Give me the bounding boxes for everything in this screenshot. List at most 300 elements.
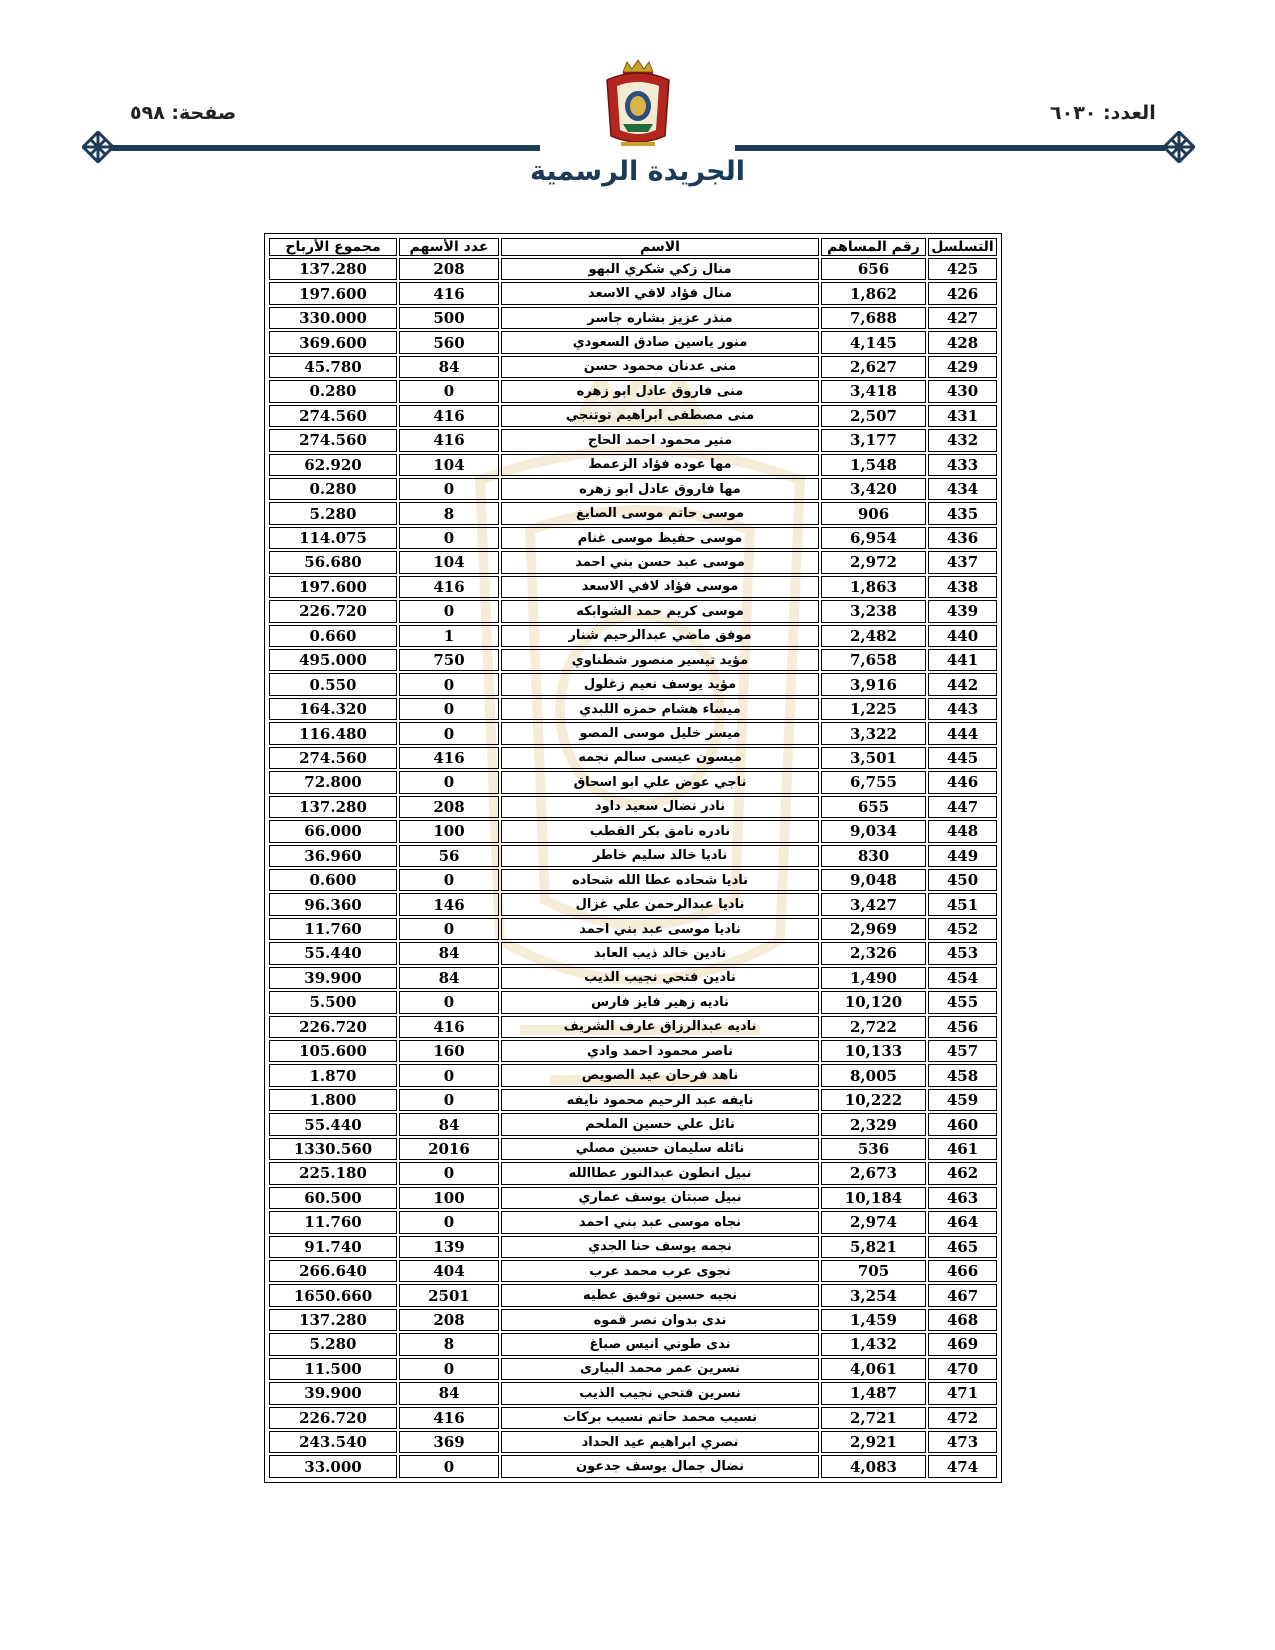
total-profits-cell: 1.800 <box>269 1089 397 1111</box>
name-cell: ندى بدوان نصر قموه <box>501 1309 819 1331</box>
serial-cell: 461 <box>928 1138 997 1160</box>
shareholder-number-cell: 2,329 <box>821 1113 926 1135</box>
shareholder-number-cell: 2,673 <box>821 1162 926 1184</box>
total-profits-cell: 164.320 <box>269 698 397 720</box>
name-cell: منال زكي شكري البهو <box>501 258 819 280</box>
name-cell: منى مصطفى ابراهيم توتنجي <box>501 405 819 427</box>
total-profits-cell: 5.280 <box>269 1333 397 1355</box>
table-header-row <box>269 238 997 256</box>
name-cell: ناهد فرحان عيد الصويص <box>501 1064 819 1086</box>
total-profits-cell: 91.740 <box>269 1236 397 1258</box>
total-profits-cell: 274.560 <box>269 405 397 427</box>
name-cell: موسى فؤاد لافي الاسعد <box>501 576 819 598</box>
header-rule-left <box>110 145 540 151</box>
shares-count-cell: 100 <box>399 820 499 842</box>
table-row <box>269 282 997 304</box>
shareholder-number-cell: 906 <box>821 502 926 524</box>
total-profits-cell: 45.780 <box>269 356 397 378</box>
shareholder-number-cell: 2,722 <box>821 1016 926 1038</box>
total-profits-cell: 33.000 <box>269 1455 397 1478</box>
serial-cell: 428 <box>928 331 997 353</box>
serial-cell: 446 <box>928 771 997 793</box>
shares-count-cell: 0 <box>399 869 499 891</box>
table-row <box>269 649 997 671</box>
total-profits-cell: 226.720 <box>269 1407 397 1429</box>
total-profits-cell: 60.500 <box>269 1187 397 1209</box>
serial-cell: 442 <box>928 673 997 695</box>
issue-number: العدد: ٦٠٣٠ <box>1050 102 1156 124</box>
name-cell: ناديا عبدالرحمن علي غزال <box>501 893 819 915</box>
shares-count-cell: 416 <box>399 282 499 304</box>
serial-cell: 454 <box>928 967 997 989</box>
name-cell: ميسون عيسى سالم نجمه <box>501 747 819 769</box>
total-profits-cell: 274.560 <box>269 747 397 769</box>
table-row <box>269 625 997 647</box>
total-profits-cell: 11.760 <box>269 1211 397 1233</box>
name-cell: نسرين فتحي نجيب الذيب <box>501 1382 819 1404</box>
serial-cell: 433 <box>928 454 997 476</box>
table-row <box>269 1187 997 1209</box>
total-profits-cell: 266.640 <box>269 1260 397 1282</box>
shareholder-number-cell: 2,969 <box>821 918 926 940</box>
shares-count-cell: 0 <box>399 1064 499 1086</box>
serial-cell: 469 <box>928 1333 997 1355</box>
serial-cell: 452 <box>928 918 997 940</box>
shares-count-cell: 560 <box>399 331 499 353</box>
shares-count-cell: 750 <box>399 649 499 671</box>
name-cell: ندى طوني انيس صباغ <box>501 1333 819 1355</box>
name-cell: ناديا موسى عبد بني احمد <box>501 918 819 940</box>
name-cell: موسى حاتم موسى الصايغ <box>501 502 819 524</box>
shareholder-number-cell: 2,507 <box>821 405 926 427</box>
total-profits-cell: 66.000 <box>269 820 397 842</box>
table-row <box>269 405 997 427</box>
shares-count-cell: 416 <box>399 747 499 769</box>
total-profits-cell: 114.075 <box>269 527 397 549</box>
shareholder-number-cell: 10,133 <box>821 1040 926 1062</box>
knot-ornament-icon <box>1163 131 1195 163</box>
shareholder-number-cell: 1,548 <box>821 454 926 476</box>
serial-cell: 425 <box>928 258 997 280</box>
shares-count-cell: 2501 <box>399 1284 499 1306</box>
total-profits-cell: 116.480 <box>269 722 397 744</box>
total-profits-cell: 330.000 <box>269 307 397 329</box>
table-row <box>269 331 997 353</box>
table-row <box>269 429 997 451</box>
shareholder-number-cell: 2,721 <box>821 1407 926 1429</box>
table-row <box>269 551 997 573</box>
total-profits-cell: 495.000 <box>269 649 397 671</box>
serial-cell: 453 <box>928 942 997 964</box>
serial-cell: 443 <box>928 698 997 720</box>
name-cell: مؤيد يوسف نعيم زغلول <box>501 673 819 695</box>
shares-count-cell: 0 <box>399 1358 499 1380</box>
total-profits-cell: 0.280 <box>269 380 397 402</box>
shares-count-cell: 100 <box>399 1187 499 1209</box>
total-profits-cell: 1.870 <box>269 1064 397 1086</box>
shares-count-cell: 84 <box>399 1113 499 1135</box>
shareholder-number-cell: 4,083 <box>821 1455 926 1478</box>
total-profits-cell: 62.920 <box>269 454 397 476</box>
knot-ornament-icon <box>82 131 114 163</box>
total-profits-cell: 226.720 <box>269 600 397 622</box>
total-profits-cell: 369.600 <box>269 331 397 353</box>
table-row <box>269 991 997 1013</box>
serial-cell: 436 <box>928 527 997 549</box>
serial-cell: 460 <box>928 1113 997 1135</box>
total-profits-cell: 39.900 <box>269 967 397 989</box>
name-cell: نادر نضال سعيد داود <box>501 796 819 818</box>
table-row <box>269 869 997 891</box>
name-cell: نبيل صبتان يوسف عماري <box>501 1187 819 1209</box>
shareholder-number-cell: 2,627 <box>821 356 926 378</box>
name-cell: نادره نامق بكر القطب <box>501 820 819 842</box>
table-row <box>269 1333 997 1355</box>
shares-count-cell: 416 <box>399 429 499 451</box>
header-serial: التسلسل <box>928 238 997 256</box>
header-name: الاسم <box>501 238 819 256</box>
serial-cell: 471 <box>928 1382 997 1404</box>
table-row <box>269 1064 997 1086</box>
shareholder-number-cell: 7,658 <box>821 649 926 671</box>
name-cell: مها فاروق عادل ابو زهره <box>501 478 819 500</box>
shareholder-number-cell: 10,120 <box>821 991 926 1013</box>
table-row <box>269 380 997 402</box>
table-row <box>269 1016 997 1038</box>
shares-count-cell: 84 <box>399 967 499 989</box>
serial-cell: 426 <box>928 282 997 304</box>
total-profits-cell: 96.360 <box>269 893 397 915</box>
name-cell: نادين فتحي نجيب الذيب <box>501 967 819 989</box>
shareholder-number-cell: 1,487 <box>821 1382 926 1404</box>
shares-count-cell: 0 <box>399 991 499 1013</box>
name-cell: مها عوده فؤاد الزعمط <box>501 454 819 476</box>
shares-count-cell: 0 <box>399 527 499 549</box>
total-profits-cell: 243.540 <box>269 1431 397 1453</box>
serial-cell: 459 <box>928 1089 997 1111</box>
shares-count-cell: 208 <box>399 258 499 280</box>
shares-count-cell: 0 <box>399 722 499 744</box>
serial-cell: 456 <box>928 1016 997 1038</box>
serial-cell: 468 <box>928 1309 997 1331</box>
table-row <box>269 796 997 818</box>
name-cell: ناديا شحاده عطا الله شحاده <box>501 869 819 891</box>
shares-count-cell: 0 <box>399 698 499 720</box>
total-profits-cell: 39.900 <box>269 1382 397 1404</box>
total-profits-cell: 137.280 <box>269 258 397 280</box>
table-row <box>269 1284 997 1306</box>
total-profits-cell: 55.440 <box>269 942 397 964</box>
name-cell: ناصر محمود احمد وادي <box>501 1040 819 1062</box>
table-row <box>269 722 997 744</box>
shareholder-number-cell: 3,427 <box>821 893 926 915</box>
shareholder-number-cell: 3,418 <box>821 380 926 402</box>
shareholder-number-cell: 10,222 <box>821 1089 926 1111</box>
shares-count-cell: 84 <box>399 942 499 964</box>
name-cell: منال فؤاد لافي الاسعد <box>501 282 819 304</box>
name-cell: منور ياسين صادق السعودي <box>501 331 819 353</box>
serial-cell: 441 <box>928 649 997 671</box>
shareholder-number-cell: 4,145 <box>821 331 926 353</box>
shareholder-number-cell: 1,490 <box>821 967 926 989</box>
table-row <box>269 747 997 769</box>
table-row <box>269 893 997 915</box>
name-cell: منير محمود احمد الحاج <box>501 429 819 451</box>
name-cell: نبيل انطون عبدالنور عطاالله <box>501 1162 819 1184</box>
shareholder-number-cell: 3,501 <box>821 747 926 769</box>
serial-cell: 445 <box>928 747 997 769</box>
table-row <box>269 454 997 476</box>
shareholder-number-cell: 2,326 <box>821 942 926 964</box>
total-profits-cell: 1650.660 <box>269 1284 397 1306</box>
shareholder-number-cell: 5,821 <box>821 1236 926 1258</box>
shareholder-number-cell: 3,177 <box>821 429 926 451</box>
shares-count-cell: 56 <box>399 845 499 867</box>
shares-count-cell: 0 <box>399 1211 499 1233</box>
shares-count-cell: 369 <box>399 1431 499 1453</box>
serial-cell: 430 <box>928 380 997 402</box>
shareholder-number-cell: 830 <box>821 845 926 867</box>
table-row <box>269 600 997 622</box>
table-row <box>269 527 997 549</box>
total-profits-cell: 1330.560 <box>269 1138 397 1160</box>
name-cell: موسى حفيظ موسى غنام <box>501 527 819 549</box>
total-profits-cell: 197.600 <box>269 576 397 598</box>
serial-cell: 473 <box>928 1431 997 1453</box>
serial-cell: 437 <box>928 551 997 573</box>
name-cell: منى عدنان محمود حسن <box>501 356 819 378</box>
total-profits-cell: 274.560 <box>269 429 397 451</box>
header-rule-right <box>735 145 1165 151</box>
shares-count-cell: 8 <box>399 502 499 524</box>
table-row <box>269 1040 997 1062</box>
table-row <box>269 698 997 720</box>
shares-count-cell: 0 <box>399 1162 499 1184</box>
table-row <box>269 1138 997 1160</box>
total-profits-cell: 5.500 <box>269 991 397 1013</box>
table-row <box>269 1407 997 1429</box>
total-profits-cell: 197.600 <box>269 282 397 304</box>
page-number: صفحة: ٥٩٨ <box>130 102 237 124</box>
shareholder-number-cell: 2,482 <box>821 625 926 647</box>
name-cell: ناجي عوض علي ابو اسحاق <box>501 771 819 793</box>
table-row <box>269 1089 997 1111</box>
shares-count-cell: 104 <box>399 551 499 573</box>
name-cell: نسيب محمد حاتم نسيب بركات <box>501 1407 819 1429</box>
name-cell: نسرين عمر محمد البيارى <box>501 1358 819 1380</box>
header-shares-count: عدد الأسهم <box>399 238 499 256</box>
serial-cell: 448 <box>928 820 997 842</box>
shares-count-cell: 416 <box>399 405 499 427</box>
serial-cell: 462 <box>928 1162 997 1184</box>
serial-cell: 457 <box>928 1040 997 1062</box>
total-profits-cell: 105.600 <box>269 1040 397 1062</box>
shares-count-cell: 416 <box>399 1016 499 1038</box>
name-cell: نصري ابراهيم عيد الحداد <box>501 1431 819 1453</box>
name-cell: موسى كريم حمد الشوابكه <box>501 600 819 622</box>
serial-cell: 465 <box>928 1236 997 1258</box>
shareholder-number-cell: 3,420 <box>821 478 926 500</box>
shares-count-cell: 84 <box>399 356 499 378</box>
serial-cell: 431 <box>928 405 997 427</box>
name-cell: منى فاروق عادل ابو زهره <box>501 380 819 402</box>
name-cell: منذر عزيز بشاره جاسر <box>501 307 819 329</box>
serial-cell: 466 <box>928 1260 997 1282</box>
table-row <box>269 1358 997 1380</box>
shareholder-number-cell: 3,916 <box>821 673 926 695</box>
name-cell: نجمه يوسف حنا الجدي <box>501 1236 819 1258</box>
shares-count-cell: 208 <box>399 796 499 818</box>
total-profits-cell: 137.280 <box>269 796 397 818</box>
table-row <box>269 478 997 500</box>
serial-cell: 463 <box>928 1187 997 1209</box>
table-row <box>269 502 997 524</box>
serial-cell: 429 <box>928 356 997 378</box>
table-row <box>269 820 997 842</box>
name-cell: ميسر خليل موسى المصو <box>501 722 819 744</box>
shares-count-cell: 416 <box>399 1407 499 1429</box>
total-profits-cell: 55.440 <box>269 1113 397 1135</box>
shareholder-number-cell: 7,688 <box>821 307 926 329</box>
total-profits-cell: 226.720 <box>269 1016 397 1038</box>
shareholder-number-cell: 705 <box>821 1260 926 1282</box>
name-cell: ناديه زهير فايز فارس <box>501 991 819 1013</box>
header-shareholder-number: رقم المساهم <box>821 238 926 256</box>
total-profits-cell: 0.660 <box>269 625 397 647</box>
serial-cell: 449 <box>928 845 997 867</box>
name-cell: ناديا خالد سليم خاطر <box>501 845 819 867</box>
total-profits-cell: 36.960 <box>269 845 397 867</box>
name-cell: نايفه عبد الرحيم محمود نايفه <box>501 1089 819 1111</box>
table-row <box>269 1211 997 1233</box>
serial-cell: 432 <box>928 429 997 451</box>
shares-count-cell: 500 <box>399 307 499 329</box>
total-profits-cell: 72.800 <box>269 771 397 793</box>
shares-count-cell: 404 <box>399 1260 499 1282</box>
serial-cell: 439 <box>928 600 997 622</box>
shares-count-cell: 0 <box>399 380 499 402</box>
shareholder-number-cell: 1,432 <box>821 1333 926 1355</box>
table-row <box>269 1236 997 1258</box>
shareholder-number-cell: 4,061 <box>821 1358 926 1380</box>
serial-cell: 472 <box>928 1407 997 1429</box>
shares-count-cell: 104 <box>399 454 499 476</box>
name-cell: نضال جمال يوسف جدعون <box>501 1455 819 1478</box>
total-profits-cell: 11.760 <box>269 918 397 940</box>
serial-cell: 444 <box>928 722 997 744</box>
serial-cell: 447 <box>928 796 997 818</box>
name-cell: مؤيد تيسير منصور شطناوي <box>501 649 819 671</box>
name-cell: نائله سليمان حسين مصلي <box>501 1138 819 1160</box>
shareholder-number-cell: 9,048 <box>821 869 926 891</box>
shares-count-cell: 0 <box>399 1089 499 1111</box>
shares-count-cell: 84 <box>399 1382 499 1404</box>
total-profits-cell: 225.180 <box>269 1162 397 1184</box>
serial-cell: 435 <box>928 502 997 524</box>
serial-cell: 451 <box>928 893 997 915</box>
shareholder-number-cell: 9,034 <box>821 820 926 842</box>
serial-cell: 438 <box>928 576 997 598</box>
table-row <box>269 258 997 280</box>
shares-count-cell: 0 <box>399 478 499 500</box>
shareholder-number-cell: 536 <box>821 1138 926 1160</box>
shareholder-number-cell: 1,862 <box>821 282 926 304</box>
name-cell: نائل علي حسين الملحم <box>501 1113 819 1135</box>
table-row <box>269 307 997 329</box>
table-row <box>269 845 997 867</box>
shareholder-number-cell: 3,238 <box>821 600 926 622</box>
serial-cell: 427 <box>928 307 997 329</box>
shareholders-table <box>267 236 999 1480</box>
name-cell: نادين خالد ذيب العابد <box>501 942 819 964</box>
shareholder-number-cell: 8,005 <box>821 1064 926 1086</box>
total-profits-cell: 0.550 <box>269 673 397 695</box>
shares-count-cell: 208 <box>399 1309 499 1331</box>
table-row <box>269 1431 997 1453</box>
table-row <box>269 1113 997 1135</box>
shares-count-cell: 139 <box>399 1236 499 1258</box>
shareholder-number-cell: 656 <box>821 258 926 280</box>
table-row <box>269 1162 997 1184</box>
header-total-profits: مجموع الأرباح <box>269 238 397 256</box>
serial-cell: 455 <box>928 991 997 1013</box>
total-profits-cell: 0.280 <box>269 478 397 500</box>
table-row <box>269 1382 997 1404</box>
serial-cell: 458 <box>928 1064 997 1086</box>
shares-count-cell: 0 <box>399 771 499 793</box>
shareholder-number-cell: 655 <box>821 796 926 818</box>
name-cell: نجيه حسين توفيق عطيه <box>501 1284 819 1306</box>
shareholder-number-cell: 3,254 <box>821 1284 926 1306</box>
shareholders-table-frame <box>264 233 1002 1483</box>
shareholder-number-cell: 2,972 <box>821 551 926 573</box>
serial-cell: 450 <box>928 869 997 891</box>
shares-count-cell: 1 <box>399 625 499 647</box>
name-cell: نجوى عرب محمد عرب <box>501 1260 819 1282</box>
gazette-title: الجريدة الرسمية <box>530 156 745 187</box>
table-row <box>269 967 997 989</box>
table-row <box>269 673 997 695</box>
name-cell: موفق ماضي عبدالرحيم شنار <box>501 625 819 647</box>
shares-count-cell: 2016 <box>399 1138 499 1160</box>
table-row <box>269 771 997 793</box>
shareholder-number-cell: 6,954 <box>821 527 926 549</box>
total-profits-cell: 56.680 <box>269 551 397 573</box>
total-profits-cell: 0.600 <box>269 869 397 891</box>
shares-count-cell: 0 <box>399 918 499 940</box>
name-cell: نجاه موسى عبد بني احمد <box>501 1211 819 1233</box>
table-row <box>269 1309 997 1331</box>
total-profits-cell: 5.280 <box>269 502 397 524</box>
shareholder-number-cell: 2,974 <box>821 1211 926 1233</box>
shares-count-cell: 416 <box>399 576 499 598</box>
serial-cell: 467 <box>928 1284 997 1306</box>
table-row <box>269 576 997 598</box>
total-profits-cell: 11.500 <box>269 1358 397 1380</box>
table-row <box>269 918 997 940</box>
table-row <box>269 356 997 378</box>
shares-count-cell: 0 <box>399 673 499 695</box>
table-row <box>269 942 997 964</box>
royal-coat-of-arms-icon <box>601 58 675 154</box>
table-row <box>269 1260 997 1282</box>
shareholder-number-cell: 2,921 <box>821 1431 926 1453</box>
table-row <box>269 1455 997 1478</box>
total-profits-cell: 137.280 <box>269 1309 397 1331</box>
serial-cell: 434 <box>928 478 997 500</box>
name-cell: ميساء هشام حمزه اللبدي <box>501 698 819 720</box>
serial-cell: 474 <box>928 1455 997 1478</box>
